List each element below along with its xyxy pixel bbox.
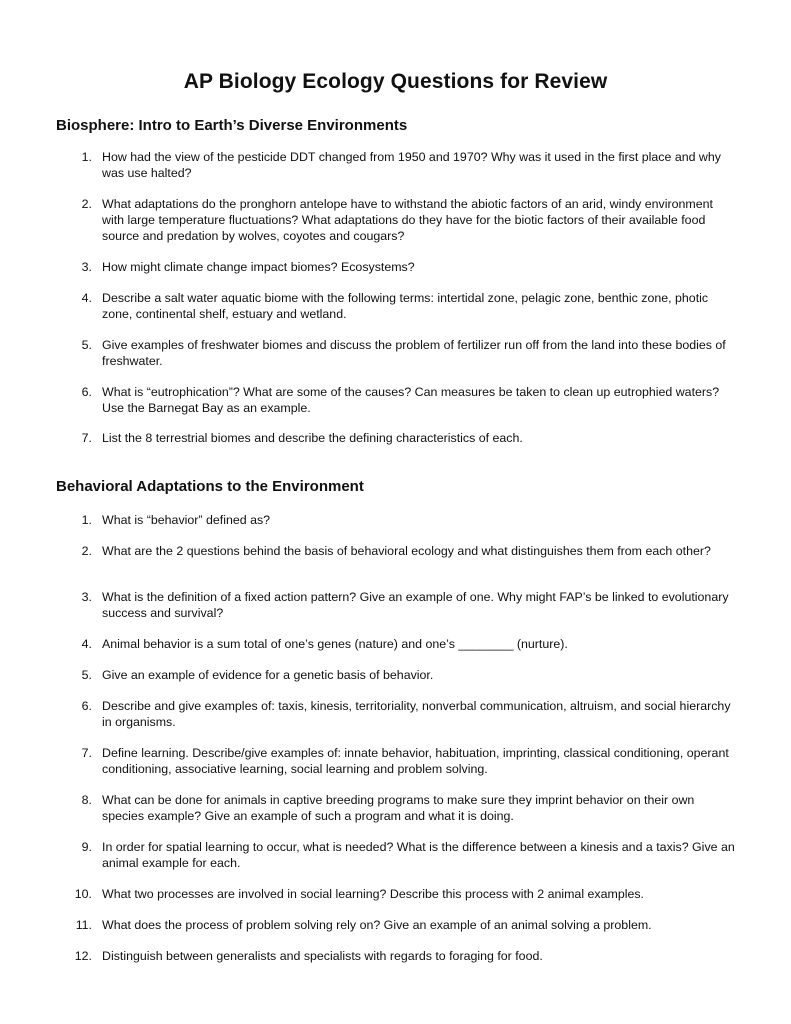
page-title: AP Biology Ecology Questions for Review [183,70,608,93]
question-number: 12. [74,949,92,963]
question-text: How had the view of the pesticide DDT changed from 1950 and 1970? Why was it used in the first place and why was use halted? [102,150,721,180]
question-number: 2. [81,197,92,211]
question-number: 3. [81,260,92,274]
question-text: Describe and give examples of: taxis, kinesis, territoriality, nonverbal communication, altruism, and social hierarchy in organisms. [102,699,731,729]
question-number: 4. [81,637,92,651]
question-number: 5. [81,668,92,682]
question-number: 1. [81,513,92,527]
question-number: 1. [81,150,92,164]
question-number: 7. [81,746,92,760]
question-text: What two processes are involved in social learning? Describe this process with 2 animal examples. [102,887,644,901]
question-number: 8. [81,793,92,807]
section-heading-biosphere: Biosphere: Intro to Earth’s Diverse Environments [56,117,408,134]
question-number: 2. [81,544,92,558]
question-text: List the 8 terrestrial biomes and describe the defining characteristics of each. [102,431,523,445]
question-text: Animal behavior is a sum total of one’s genes (nature) and one’s ________ (nurture). [102,637,568,651]
question-number: 4. [81,291,92,305]
question-text: Give an example of evidence for a genetic basis of behavior. [102,668,434,682]
question-text: In order for spatial learning to occur, what is needed? What is the difference between a kinesis and a taxis? Give an animal example for each. [102,840,735,870]
question-number: 9. [81,840,92,854]
question-text: How might climate change impact biomes? Ecosystems? [102,260,415,274]
question-number: 5. [81,338,92,352]
question-number: 7. [81,431,92,445]
question-text: Give examples of freshwater biomes and discuss the problem of fertilizer run off from the land into these bodies of freshwater. [102,338,726,368]
question-text: Describe a salt water aquatic biome with the following terms: intertidal zone, pelagic zone, benthic zone, photic zone, continental shelf, estuary and wetland. [102,291,709,321]
question-text: Distinguish between generalists and specialists with regards to foraging for food. [102,949,543,963]
question-text: What is “eutrophication”? What are some of the causes? Can measures be taken to clean up eutrophied waters? Use the Barnegat Bay as an example. [102,385,720,415]
question-number: 6. [81,699,92,713]
question-text: What are the 2 questions behind the basis of behavioral ecology and what distinguishes them from each other? [102,544,711,558]
question-number: 11. [75,918,92,932]
question-text: What is the definition of a fixed action pattern? Give an example of one. Why might FAP’s be linked to evolutionary success and survival? [102,590,729,620]
question-text: Define learning. Describe/give examples of: innate behavior, habituation, imprinting, classical conditioning, operant conditioning, associative learning, social learning and problem solving. [102,746,729,776]
question-text: What does the process of problem solving rely on? Give an example of an animal solving a problem. [102,918,652,932]
question-number: 6. [81,385,92,399]
question-number: 10. [74,887,92,901]
question-text: What can be done for animals in captive breeding programs to make sure they imprint behavior on their own species example? Give an example of such a program and what it is doing. [102,793,695,823]
section-heading-behavioral: Behavioral Adaptations to the Environment [56,478,364,495]
question-text: What adaptations do the pronghorn antelope have to withstand the abiotic factors of an arid, windy environment with large temperature fluctuations? What adaptations do they have for the biotic factors of their available food source and predation by wolves, coyotes and cougars? [102,197,713,243]
question-number: 3. [81,590,92,604]
question-text: What is “behavior” defined as? [102,513,271,527]
